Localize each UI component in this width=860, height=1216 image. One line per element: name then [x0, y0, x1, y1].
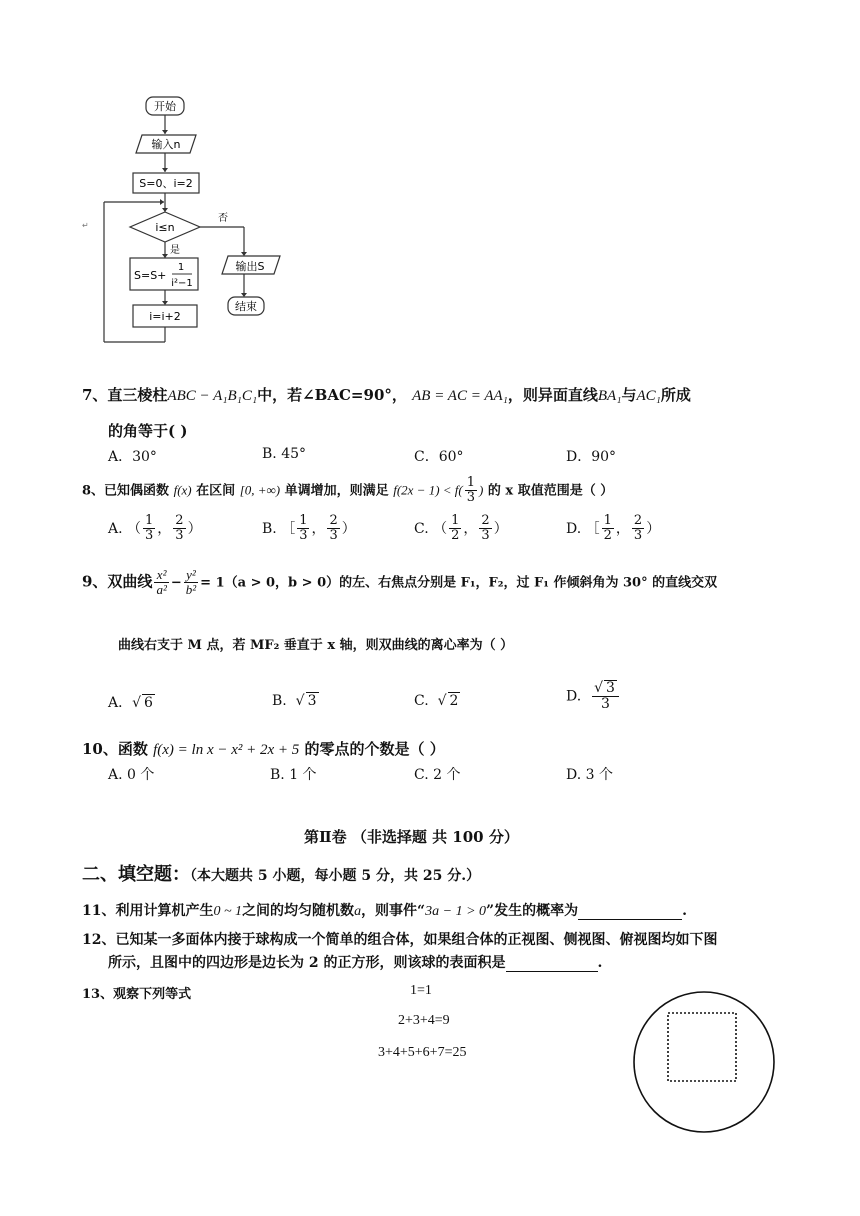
flow-cond: i≤n	[155, 221, 175, 234]
q8-c-close: ）	[493, 520, 508, 537]
q13-eq1: 1=1	[410, 983, 432, 998]
q9-a-label: A．	[108, 695, 133, 711]
svg-text:↵: ↵	[82, 221, 89, 230]
part2-heading-main: 二、填空题：	[82, 864, 190, 885]
flowchart	[78, 90, 298, 352]
q9-option-b: B. √ 3	[272, 693, 317, 709]
q12-answer-blank[interactable]	[506, 955, 598, 972]
q9-option-c: C. √ 2	[414, 693, 459, 709]
flow-output: 输出S	[235, 260, 265, 273]
q8-c-f1d: 2	[451, 528, 460, 544]
flow-assign-den: i²−1	[171, 278, 193, 289]
q8-d-f1d: 2	[603, 528, 612, 544]
flow-yes: 是	[170, 245, 180, 256]
q8-option-c: C. （ $\frac{1}{2}$ ， $\frac{2}{3}$ ）	[414, 513, 508, 544]
q7-line2: 的角等于( )	[108, 422, 188, 440]
flow-end: 结束	[235, 300, 257, 313]
q8-c-f2d: 3	[481, 528, 490, 544]
q11-event: 3a − 1 > 0	[425, 904, 487, 919]
q9-b-label: B.	[272, 693, 287, 709]
part2-title: 第Ⅱ卷 （非选择题 共 100 分）	[304, 828, 519, 846]
q11-range: 0 ~ 1	[213, 904, 243, 919]
q10-option-a: A. 0 个	[108, 767, 155, 783]
q10-tail: 的零点的个数是（ ）	[304, 740, 445, 758]
q8-line1	[82, 476, 613, 506]
q12-line1: 12、已知某一多面体内接于球构成一个简单的组合体，如果组合体的正视图、侧视图、俯视图均如下图	[82, 932, 718, 948]
q8-d-f1n: 1	[603, 513, 612, 528]
q8-b-f2	[327, 514, 339, 544]
q9-b2: b²	[185, 582, 197, 598]
q8-d-f2n: 2	[633, 513, 643, 528]
q8-option-b: B. ［ $\frac{1}{3}$ ， $\frac{2}{3}$ ）	[262, 513, 356, 544]
q8-a-f2	[173, 514, 185, 544]
q8-d-f2d: 3	[633, 528, 643, 544]
q8-c-f1	[449, 514, 461, 544]
q7-mid2: ，则异面直线	[507, 386, 598, 404]
q8-a-f2d: 3	[175, 528, 184, 544]
flow-inc: i=i+2	[149, 310, 181, 323]
q8-tail: 的 x 取值范围是（ ）	[487, 483, 614, 499]
q9-d-num: √ 3	[592, 680, 619, 697]
q9-b-val: 3	[307, 693, 317, 709]
q12-end: .	[597, 955, 603, 971]
part2-heading	[82, 860, 480, 886]
q8-d-f1	[602, 514, 614, 544]
q8-frac	[465, 476, 477, 506]
q8-c-f1n: 1	[451, 513, 460, 528]
q9-c-label: C.	[414, 693, 429, 709]
q8-b-f1	[297, 514, 309, 544]
q8-b-f2n: 2	[329, 513, 338, 528]
q8-c-f2	[479, 514, 491, 544]
q9-a2: a²	[156, 582, 167, 598]
q7-mid1: 中，若∠BAC=90°，	[257, 386, 407, 404]
q10-option-c: C. 2 个	[414, 767, 461, 783]
q11-end: .	[682, 903, 687, 919]
q10-option-d: D. 3 个	[566, 767, 613, 783]
q9-frac-y	[184, 568, 198, 598]
q9-option-d	[566, 680, 621, 713]
q7-option-c: C．60°	[414, 449, 464, 465]
flow-init: S=0、i=2	[139, 177, 193, 190]
q8-c-f2n: 2	[481, 513, 490, 528]
q8-pre: 8、已知偶函数	[82, 483, 170, 499]
q9-line2: 曲线右支于 M 点，若 MF₂ 垂直于 x 轴，则双曲线的离心率为（ ）	[118, 638, 514, 653]
q8-a-f1n: 1	[145, 513, 154, 528]
q8-mid2: 单调增加，则满足	[284, 483, 389, 499]
q7-option-b: B. 45°	[262, 446, 307, 462]
q8-b-f1d: 3	[299, 528, 308, 544]
flow-input: 输入n	[151, 138, 181, 151]
q9-c-val: 2	[449, 693, 459, 709]
q11-tail: ”发生的概率为	[486, 903, 579, 919]
q8-d-open: D. ［	[566, 520, 600, 537]
q10-option-b: B. 1 个	[270, 767, 317, 783]
q10-line1	[82, 738, 445, 759]
q8-close: )	[479, 482, 484, 498]
q7-and: 与	[621, 386, 637, 404]
q9-a-val: 6	[144, 695, 153, 711]
flow-assign: S=S+	[134, 269, 167, 282]
q8-a-f2n: 2	[175, 513, 184, 528]
q11-mid: 之间的均匀随机数	[242, 903, 355, 919]
flow-start: 开始	[154, 100, 176, 113]
q8-a-f1d: 3	[145, 528, 154, 544]
q7-prism: ABC − A₁B₁C₁	[167, 388, 258, 404]
q7-line1	[82, 384, 691, 405]
q10-pre: 10、函数	[82, 740, 148, 758]
q11-pre: 11、利用计算机产生	[82, 903, 214, 919]
q8-option-d: D. ［ $\frac{1}{2}$ ， $\frac{2}{3}$ ）	[566, 513, 661, 544]
q8-option-a: A. （ $\frac{1}{3}$ ， $\frac{2}{3}$ ）	[108, 513, 202, 544]
q9-option-a: A．√ 6	[108, 695, 153, 711]
q8-b-open: B. ［	[262, 520, 296, 537]
part2-heading-note: （本大题共 5 小题，每小题 5 分，共 25 分.）	[190, 868, 481, 884]
q9-d-num-val: 3	[606, 680, 615, 696]
q12-line2-text: 所示，且图中的四边形是边长为 2 的正方形，则该球的表面积是	[108, 955, 506, 971]
q7-ac1: AC₁	[636, 388, 661, 404]
q10-expr: f(x) = ln x − x² + 2x + 5	[153, 742, 300, 758]
q13-eq3: 3+4+5+6+7=25	[378, 1045, 467, 1060]
q8-interval: [0, +∞)	[239, 482, 281, 498]
q9-x2: x²	[154, 568, 168, 583]
flow-no: 否	[218, 213, 228, 224]
q8-a-open: A. （	[108, 520, 142, 537]
q7-pre: 7、直三棱柱	[82, 386, 168, 404]
q8-d-f2	[632, 514, 644, 544]
q8-b-close: ）	[341, 520, 356, 537]
q8-frac-n: 1	[466, 475, 476, 490]
q8-mid: 在区间	[196, 483, 236, 499]
q9-frac-x	[154, 568, 168, 598]
q9-y2: y²	[184, 568, 198, 583]
q11-answer-blank[interactable]	[578, 903, 682, 920]
q7-equal: AB = AC = AA₁	[412, 388, 508, 404]
q9-pre: 9、双曲线	[82, 572, 153, 591]
q7-option-d: D．90°	[566, 449, 617, 465]
q7-tail: 所成	[660, 386, 691, 404]
inner-square	[668, 1013, 736, 1081]
q11-mid2: ，则事件“	[361, 903, 426, 919]
q8-d-close: ）	[646, 520, 661, 537]
q9-d-den: 3	[601, 696, 610, 713]
q11-line	[82, 900, 687, 920]
q9-d-label: D.	[566, 688, 582, 705]
q7-option-a: A．30°	[108, 449, 157, 465]
q8-ineq: f(2x − 1) < f(	[393, 482, 463, 498]
flow-assign-num: 1	[177, 262, 185, 273]
q9-eq: = 1（a > 0，b > 0）的左、右焦点分别是 F₁，F₂，过 F₁ 作倾斜角为 30° 的直线交双	[200, 575, 718, 591]
q9-line1: 9、双曲线 $\frac{\text{x²}}{\text{a²}}$ − $\frac{\text{y²}}{\text{b²}}$ = 1（a > 0，b > 0）的左、右焦点分别是 F₁，F₂，过 F₁ 作倾斜角为 30° 的直线交双	[82, 567, 718, 598]
q13-pre: 13、观察下列等式	[82, 987, 192, 1002]
q11-a: a	[354, 904, 362, 919]
q8-c-open: C. （	[414, 520, 448, 537]
q7-ba1: BA₁	[597, 388, 622, 404]
q8-b-f2d: 3	[329, 528, 338, 544]
q13-eq2: 2+3+4=9	[398, 1013, 450, 1028]
q9-d-frac	[592, 680, 619, 713]
sphere-view-figure	[630, 988, 780, 1138]
q8-frac-d: 3	[466, 490, 476, 506]
q8-fx: f(x)	[173, 482, 192, 498]
q8-a-close: ）	[187, 520, 202, 537]
q12-line2	[108, 952, 602, 972]
q8-a-f1	[143, 514, 155, 544]
q8-b-f1n: 1	[299, 513, 308, 528]
